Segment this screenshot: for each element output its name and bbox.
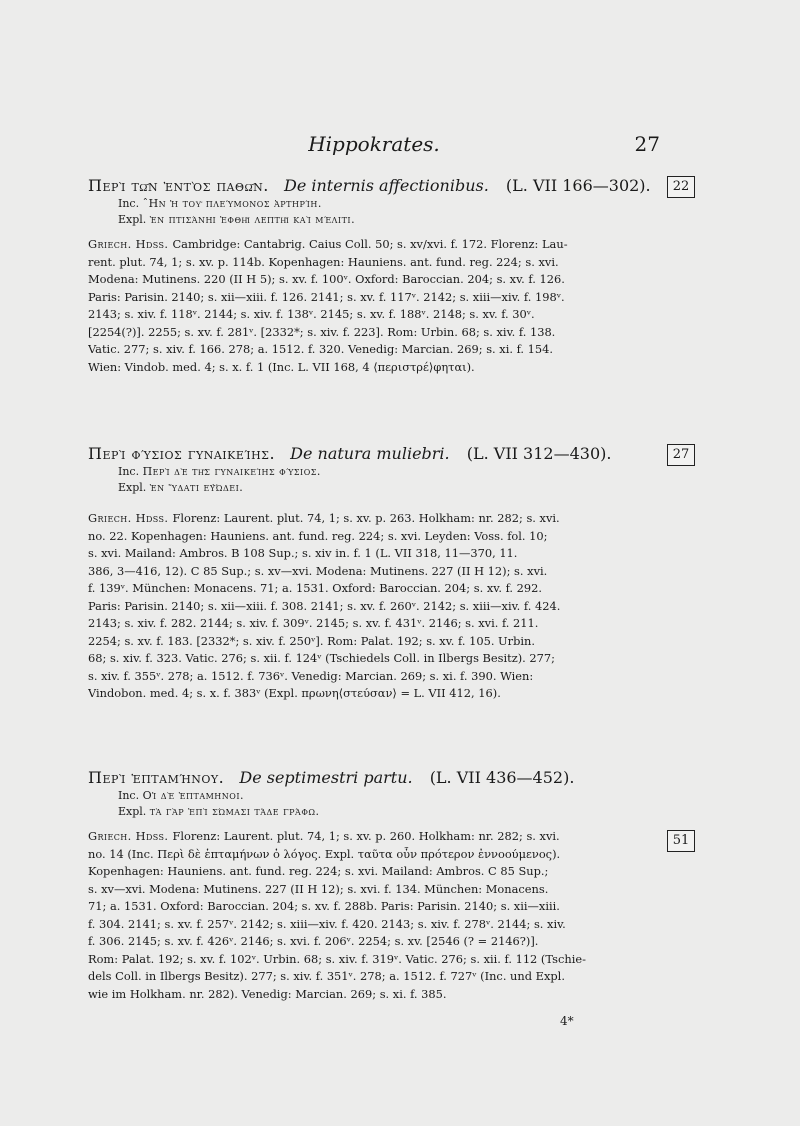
explicit: Expl. ἐν πτισάνῃ ἑφθῇ λεπτῇ καὶ μέλιτι. (118, 213, 356, 226)
manuscript-line: Vindobon. med. 4; s. x. f. 383ᵛ (Expl. πρωνη⟨στεύσαν⟩ = L. VII 412, 16). (88, 686, 501, 700)
manuscript-line: Paris: Parisin. 2140; s. xii—xiii. f. 308. 2141; s. xv. f. 260ᵛ. 2142; s. xiii—xiv. f. 424. (88, 598, 561, 613)
number-box: 51 (667, 830, 695, 852)
page-number: 27 (634, 132, 660, 156)
manuscript-line: no. 22. Kopenhagen: Hauniens. ant. fund. reg. 224; s. xvi. Leyden: Voss. fol. 10; (88, 528, 548, 543)
manuscript-line: Cambridge: Cantabrig. Caius Coll. 50; s. xv/xvi. f. 172. Florenz: Lau- (172, 237, 568, 251)
latin-title: De septimestri partu. (239, 768, 413, 787)
manuscript-line: f. 139ᵛ. München: Monacens. 71; a. 1531. Oxford: Baroccian. 204; s. xv. f. 292. (88, 581, 542, 595)
manuscript-line: 71; a. 1531. Oxford: Baroccian. 204; s. xv. f. 288b. Paris: Parisin. 2140; s. xii—xiii. (88, 899, 560, 913)
number-box: 27 (667, 444, 695, 466)
manuscript-line: Florenz: Laurent. plut. 74, 1; s. xv. p. 260. Holkham: nr. 282; s. xvi. (172, 829, 560, 843)
manuscript-line: wie im Holkham. nr. 282). Venedig: Marcian. 269; s. xi. f. 385. (88, 986, 447, 1001)
running-header (88, 132, 660, 160)
greek-title: Περὶ τῶν ἐντὸς παθῶν. (88, 176, 269, 195)
manuscript-line: Vatic. 277; s. xiv. f. 166. 278; a. 1512. f. 320. Venedig: Marcian. 269; s. xi. f. 154. (88, 342, 553, 356)
number-box: 22 (667, 176, 695, 198)
manuscript-list (88, 236, 692, 376)
entry-heading (88, 444, 718, 496)
littre-reference: (L. VII 436—452). (429, 768, 575, 787)
running-title: Hippokrates. (308, 132, 440, 156)
signature-mark: 4* (560, 1014, 574, 1028)
incipit: Inc. Οἱ δὲ ἑπταμηνοι. (118, 789, 244, 802)
entry-heading (88, 176, 718, 228)
manuscript-line: 2143; s. xiv. f. 282. 2144; s. xiv. f. 309ᵛ. 2145; s. xv. f. 431ᵛ. 2146; s. xvi. f. 211. (88, 616, 539, 630)
manuscript-line: no. 14 (Inc. Περὶ δὲ ἑπταμήνων ὁ λόγος. Expl. ταῦτα οὖν πρότερον ἐννοούμενος). (88, 846, 561, 861)
manuscript-line: Modena: Mutinens. 220 (II H 5); s. xv. f. 100ᵛ. Oxford: Baroccian. 204; s. xv. f. 126. (88, 272, 565, 286)
manuscript-line: 68; s. xiv. f. 323. Vatic. 276; s. xii. f. 124ᵛ (Tschiedels Coll. in Ilbergs Besitz). 277; (88, 651, 555, 665)
entry-title-line (88, 176, 718, 196)
manuscript-line: rent. plut. 74, 1; s. xv. p. 114b. Kopenhagen: Hauniens. ant. fund. reg. 224; s. xvi. (88, 254, 559, 269)
latin-title: De natura muliebri. (290, 444, 450, 463)
entry-title-line (88, 444, 718, 464)
greek-title: Περὶ φύσιος γυναικείης. (88, 444, 276, 463)
section-label: Griech. Hdss. (88, 511, 169, 525)
manuscript-line: [2254(?)]. 2255; s. xv. f. 281ᵛ. [2332*; s. xiv. f. 223]. Rom: Urbin. 68; s. xiv. f. 138. (88, 324, 556, 339)
explicit: Expl. ἐν ὕδατι εὐώδει. (118, 481, 244, 494)
manuscript-line: 2254; s. xv. f. 183. [2332*; s. xiv. f. 250ᵛ]. Rom: Palat. 192; s. xv. f. 105. Urbin. (88, 633, 535, 648)
littre-reference: (L. VII 312—430). (466, 444, 612, 463)
entry-title-line (88, 768, 718, 788)
manuscript-line: Kopenhagen: Hauniens. ant. fund. reg. 224; s. xvi. Mailand: Ambros. C 85 Sup.; (88, 864, 549, 878)
manuscript-line: Rom: Palat. 192; s. xv. f. 102ᵛ. Urbin. 68; s. xiv. f. 319ᵛ. Vatic. 276; s. xii. f. 112 (Tschie- (88, 951, 586, 966)
section-label: Griech. Hdss. (88, 829, 169, 843)
manuscript-line: Paris: Parisin. 2140; s. xii—xiii. f. 126. 2141; s. xv. f. 117ᵛ. 2142; s. xiii—xiv. f. 198ᵛ. (88, 289, 565, 304)
greek-title: Περὶ ἑπταμήνου. (88, 768, 225, 787)
entry-heading (88, 768, 718, 820)
manuscript-line: Florenz: Laurent. plut. 74, 1; s. xv. p. 263. Holkham: nr. 282; s. xvi. (172, 511, 560, 525)
manuscript-line: f. 306. 2145; s. xv. f. 426ᵛ. 2146; s. xvi. f. 206ᵛ. 2254; s. xv. [2546 (? = 2146?)]. (88, 934, 539, 948)
incipit: Inc. ˆΗν ἡ τοῦ πλεύμονος ἀρτηρίη. (118, 197, 322, 210)
section-label: Griech. Hdss. (88, 237, 169, 251)
manuscript-line: f. 304. 2141; s. xv. f. 257ᵛ. 2142; s. xiii—xiv. f. 420. 2143; s. xiv. f. 278ᵛ. 2144; s. xiv. (88, 916, 566, 931)
manuscript-line: s. xiv. f. 355ᵛ. 278; a. 1512. f. 736ᵛ. Venedig: Marcian. 269; s. xi. f. 390. Wien: (88, 668, 534, 683)
manuscript-line: s. xv—xvi. Modena: Mutinens. 227 (II H 12); s. xvi. f. 134. München: Monacens. (88, 881, 549, 896)
littre-reference: (L. VII 166—302). (505, 176, 651, 195)
explicit: Expl. τὰ γὰρ ἐπὶ σώμασι τάδε γράφω. (118, 805, 320, 818)
manuscript-list (88, 510, 692, 703)
latin-title: De internis affectionibus. (283, 176, 489, 195)
manuscript-line: 2143; s. xiv. f. 118ᵛ. 2144; s. xiv. f. 138ᵛ. 2145; s. xv. f. 188ᵛ. 2148; s. xv. f. 30ᵛ. (88, 307, 535, 321)
manuscript-line: Wien: Vindob. med. 4; s. x. f. 1 (Inc. L. VII 168, 4 ⟨περιστρέ⟩φηται). (88, 359, 475, 374)
manuscript-line: dels Coll. in Ilbergs Besitz). 277; s. xiv. f. 351ᵛ. 278; a. 1512. f. 727ᵛ (Inc. und Expl. (88, 969, 565, 983)
manuscript-line: s. xvi. Mailand: Ambros. B 108 Sup.; s. xiv in. f. 1 (L. VII 318, 11—370, 11. (88, 546, 518, 560)
incipit: Inc. Περὶ δὲ τῆς γυναικείης φύσιος. (118, 465, 321, 478)
manuscript-list (88, 828, 692, 1003)
manuscript-line: 386, 3—416, 12). C 85 Sup.; s. xv—xvi. Modena: Mutinens. 227 (II H 12); s. xvi. (88, 563, 548, 578)
